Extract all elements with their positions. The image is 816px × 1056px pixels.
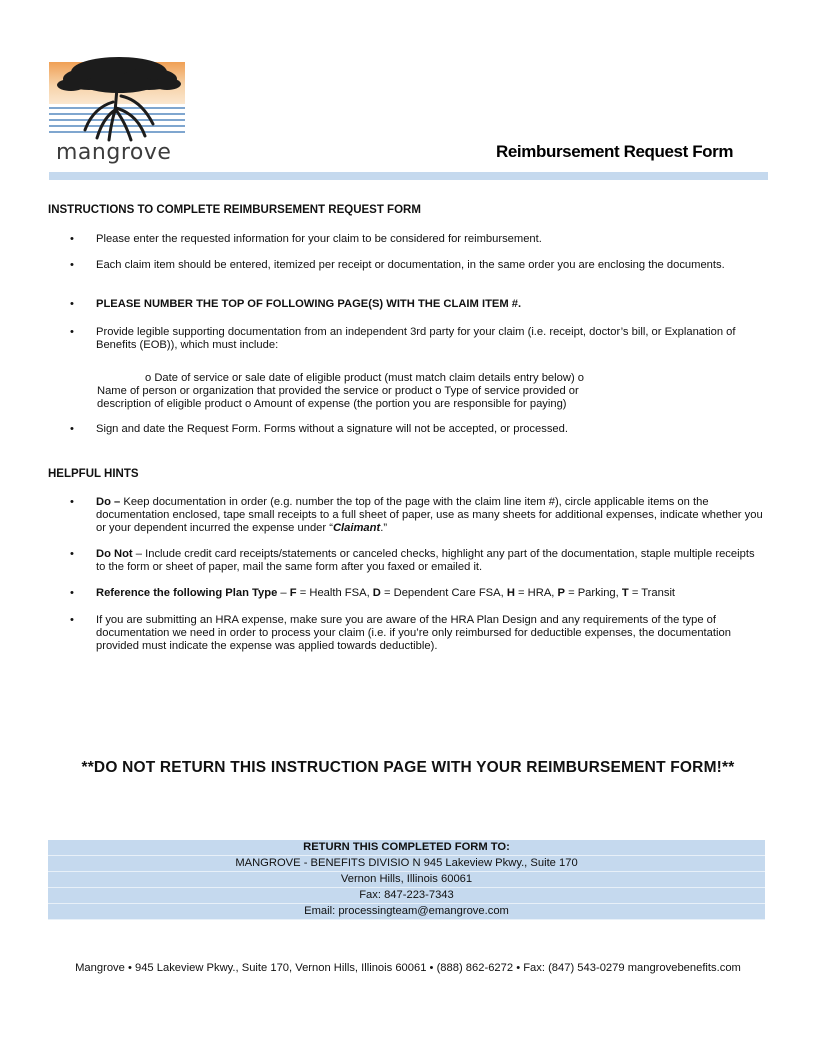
- hint-text-end: .”: [380, 522, 388, 534]
- bullet-icon: •: [70, 259, 74, 271]
- plan-desc: = Health FSA,: [296, 587, 373, 599]
- plan-code: F: [289, 587, 297, 599]
- hint-text: Keep documentation in order (e.g. number the top of the page with the claim line item #), circle applicable items on the documentation enclosed, tape small receipts to a full sheet of paper, use as many sheets for additional expenses, indicate whether you or your dependent incurred the expense under “: [96, 496, 763, 534]
- instruction-text: Provide legible supporting documentation from an independent 3rd party for your claim (i.e. receipt, doctor’s bill, or Explanation of Benefits (EOB)), which must include:: [96, 326, 736, 351]
- instruction-text: Please enter the requested information for your claim to be considered for reimbursement.: [96, 233, 542, 245]
- return-line: Vernon Hills, Illinois 60061: [48, 872, 765, 888]
- bullet-icon: •: [70, 326, 74, 338]
- return-line: MANGROVE - BENEFITS DIVISIO N 945 Lakeview Pkwy., Suite 170: [48, 856, 765, 872]
- instruction-text: Sign and date the Request Form. Forms without a signature will not be accepted, or processed.: [96, 423, 568, 435]
- plan-code: H: [506, 587, 515, 599]
- hint-do-not: [96, 548, 764, 574]
- hint-label: Do Not: [96, 548, 133, 560]
- plan-code: D: [372, 587, 381, 599]
- plan-code: T: [621, 587, 629, 599]
- hint-label: Do –: [96, 496, 121, 508]
- hint-hra: If you are submitting an HRA expense, make sure you are aware of the HRA Plan Design and any requirements of the type of documentation we need in order to process your claim (i.e. if you’re only reimbursed for deductible expenses, the documentation provided must indicate the expense was applied towards deductible).: [96, 614, 731, 652]
- return-address-box: [48, 840, 765, 920]
- page-footer: Mangrove • 945 Lakeview Pkwy., Suite 170, Vernon Hills, Illinois 60061 • (888) 862-6272 • Fax: (847) 543-0279 mangrovebenefits.com: [75, 962, 741, 974]
- bullet-icon: •: [70, 298, 74, 310]
- plan-desc: = HRA,: [514, 587, 558, 599]
- bullet-icon: •: [70, 233, 74, 245]
- logo-wordmark: mangrove: [56, 140, 172, 165]
- claimant-term: Claimant: [332, 522, 381, 534]
- bullet-icon: •: [70, 587, 74, 599]
- detail-line: o Date of service or sale date of eligible product (must match claim details entry below) o: [145, 372, 585, 384]
- plan-desc: = Transit: [628, 587, 676, 599]
- bullet-icon: •: [70, 548, 74, 560]
- required-details-block: [97, 372, 657, 411]
- form-title: Reimbursement Request Form: [496, 142, 734, 161]
- instruction-text: Each claim item should be entered, itemized per receipt or documentation, in the same order you are enclosing the documents.: [96, 259, 725, 271]
- plan-dash: –: [277, 587, 290, 599]
- plan-desc: = Parking,: [564, 587, 622, 599]
- hint-do: [96, 496, 764, 535]
- do-not-return-warning: **DO NOT RETURN THIS INSTRUCTION PAGE WITH YOUR REIMBURSEMENT FORM!**: [81, 759, 735, 776]
- detail-line: Name of person or organization that provided the service or product o Type of service provided or: [97, 385, 579, 397]
- instruction-text-bold: PLEASE NUMBER THE TOP OF FOLLOWING PAGE(S) WITH THE CLAIM ITEM #.: [96, 298, 522, 310]
- bullet-icon: •: [70, 423, 74, 435]
- hints-heading: HELPFUL HINTS: [48, 468, 139, 480]
- instructions-heading: INSTRUCTIONS TO COMPLETE REIMBURSEMENT REQUEST FORM: [48, 204, 421, 216]
- bullet-icon: •: [70, 496, 74, 508]
- bullet-icon: •: [70, 614, 74, 626]
- hint-label: Reference the following Plan Type: [96, 587, 278, 599]
- return-email: Email: processingteam@emangrove.com: [48, 904, 765, 920]
- return-line: Fax: 847-223-7343: [48, 888, 765, 904]
- plan-code: P: [557, 587, 565, 599]
- detail-line: description of eligible product o Amount of expense (the portion you are responsible for paying): [97, 398, 567, 410]
- hint-text: – Include credit card receipts/statements or canceled checks, highlight any part of the documentation, staple multiple receipts to the form or sheet of paper, mail the same form after you faxed or emailed it.: [96, 548, 755, 573]
- hint-plan-types: [96, 587, 764, 600]
- plan-desc: = Dependent Care FSA,: [380, 587, 507, 599]
- return-heading: RETURN THIS COMPLETED FORM TO:: [48, 840, 765, 856]
- title-divider-bar: [49, 172, 768, 180]
